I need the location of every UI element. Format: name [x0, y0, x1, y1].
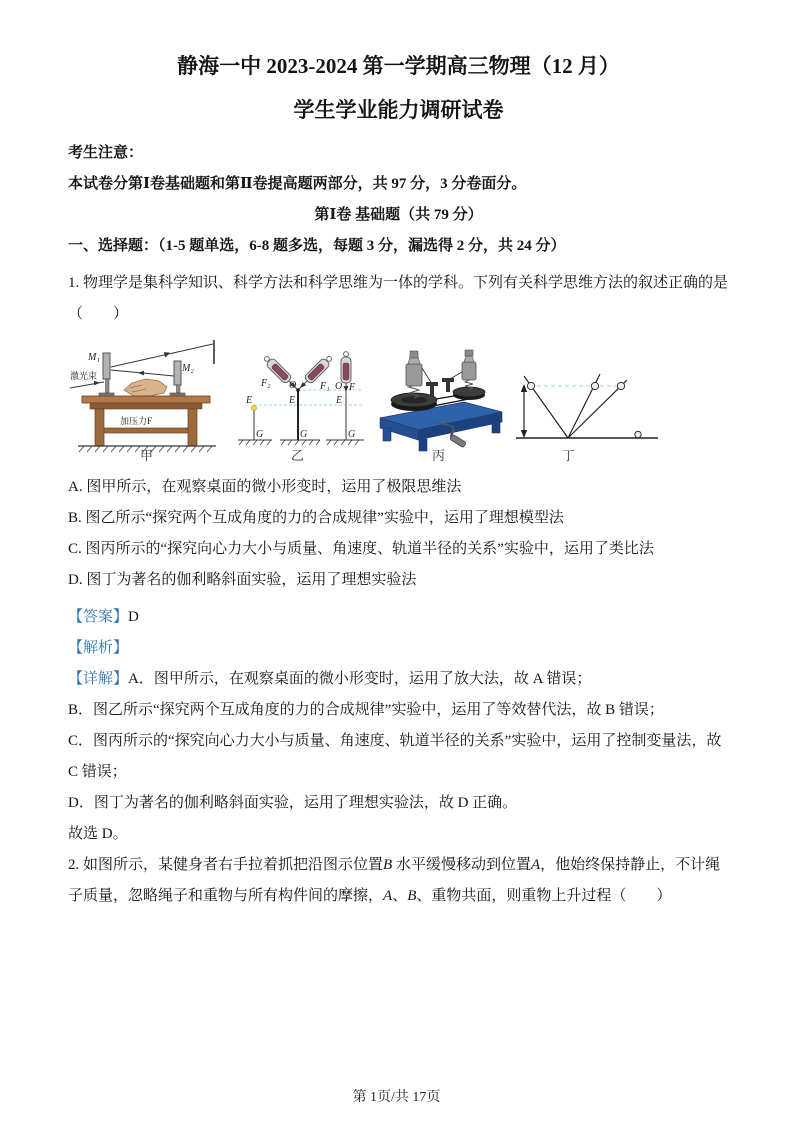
figure-bing-caption: 丙 [432, 448, 446, 463]
variable-b: B [383, 857, 393, 873]
point-g-label: G [348, 429, 356, 440]
question1-option-b: B. 图乙所示“探究两个互成角度的力的合成规律”实验中，运用了理想模型法 [68, 510, 564, 526]
detail-conclusion: 故选 D。 [68, 826, 128, 842]
force-f-label: F [349, 382, 356, 393]
question1-figures [70, 338, 729, 466]
analysis-label: 【解析】 [68, 640, 129, 656]
point-g-label: G [300, 429, 308, 440]
figure-jia-caption: 甲 [140, 448, 154, 463]
exam-title-line2: 学生学业能力调研试卷 [293, 98, 504, 122]
question2-text: ，他始终保持静止，不计绳子质量，忽略绳子和重物与所有构件间的摩擦， [68, 857, 721, 904]
page-number: 第 1页/共 17页 [352, 1090, 441, 1105]
point-e-label: E [336, 395, 343, 406]
question2-stem [68, 850, 729, 912]
detail-line-a [68, 664, 729, 695]
force-f2-label: F₂ [261, 378, 271, 389]
question1-option-a: A. 图甲所示，在观察桌面的微小形变时，运用了极限思维法 [68, 479, 462, 495]
question2-text: 、 [392, 888, 408, 904]
figure-jia-laser-table-diagram [70, 338, 222, 466]
part1-heading: 第Ⅰ卷 基础题（共 79 分） [314, 207, 483, 223]
force-f1-label: F₁ [320, 381, 330, 392]
mirror1-label: M₁ [88, 352, 100, 363]
exam-intro: 本试卷分第Ⅰ卷基础题和第Ⅱ卷提高题两部分，共 97 分，3 分卷面分。 [68, 176, 527, 192]
answer-value: D [128, 609, 139, 625]
figure-ding-caption: 丁 [562, 448, 576, 463]
exam-title-line1: 静海一中 2023-2024 第一学期高三物理（12 月） [177, 54, 620, 78]
point-e-label: E [289, 395, 296, 406]
mirror2-label: M₂ [182, 363, 194, 374]
detail-line-d: D．图丁为著名的伽利略斜面实验，运用了理想实验法，故 D 正确。 [68, 795, 518, 811]
detail-line-c: C．图丙所示的“探究向心力大小与质量、角速度、轨道半径的关系”实验中，运用了控制变量法，故 C 错误； [68, 733, 722, 780]
point-e-label: E [246, 395, 253, 406]
question1-option-d: D. 图丁为著名的伽利略斜面实验，运用了理想实验法 [68, 572, 417, 588]
section1-heading: 一、选择题：（1-5 题单选，6-8 题多选，每题 3 分，漏选得 2 分，共 24 分） [68, 238, 566, 254]
variable-a: A [530, 857, 541, 873]
point-o-label: O [289, 380, 297, 391]
laser-beam-label: 激光束 [70, 371, 98, 381]
figure-bing-centripetal-apparatus-diagram [374, 338, 506, 466]
question1-stem: 1. 物理学是集科学知识、科学方法和科学思维为一体的学科。下列有关科学思维方法的叙述正确的是（ ） [68, 275, 729, 322]
point-o-label: O [335, 381, 343, 392]
variable-b: B [407, 888, 417, 904]
answer-line [68, 602, 729, 633]
detail-line-b: B．图乙所示“探究两个互成角度的力的合成规律”实验中，运用了等效替代法，故 B 错误； [68, 702, 664, 718]
question1-option-c: C. 图丙所示的“探究向心力大小与质量、角速度、轨道半径的关系”实验中，运用了类比法 [68, 541, 654, 557]
question2-text: 、重物共面，则重物上升过程（ ） [416, 888, 672, 904]
question2-text: 2. 如图所示，某健身者右手拉着抓把沿图示位置 [68, 857, 384, 873]
point-g-label: G [256, 429, 264, 440]
notice-heading: 考生注意： [68, 145, 144, 161]
figure-ding-galileo-incline-diagram [512, 338, 660, 466]
variable-a: A [383, 888, 393, 904]
detail-label: 【详解】 [68, 671, 129, 687]
figure-yi-force-composition-diagram [228, 338, 368, 466]
detail-text-a: A．图甲所示，在观察桌面的微小形变时，运用了放大法，故 A 错误； [128, 671, 592, 687]
question2-text: 水平缓慢移动到位置 [392, 857, 531, 873]
answer-label: 【答案】 [68, 609, 129, 625]
press-force-label: 加压力F [120, 416, 153, 426]
figure-yi-caption: 乙 [291, 448, 305, 463]
